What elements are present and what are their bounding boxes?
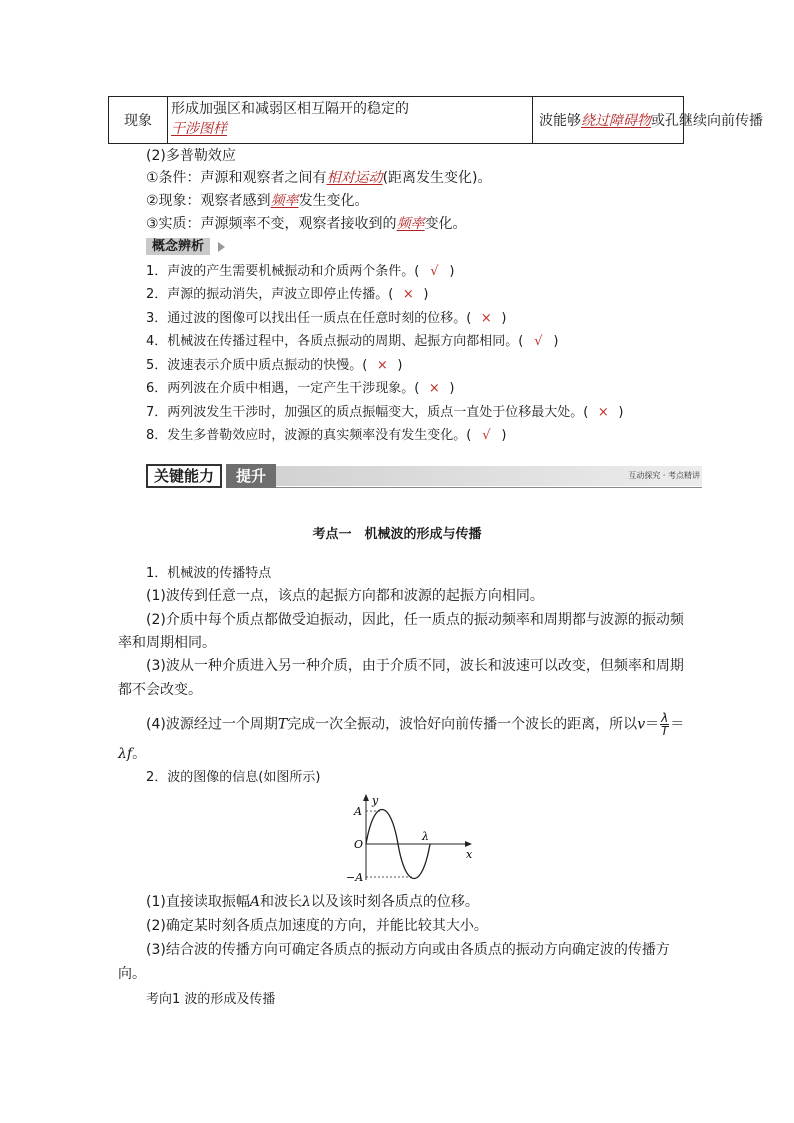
phenomenon-suffix: 发生变化。: [298, 193, 369, 209]
doppler-condition: [146, 168, 492, 188]
concept-item: 6．两列波在介质中相遇，一定产生干涉现象。( × ): [146, 379, 454, 399]
paragraph-3b: 都不会改变。: [118, 682, 202, 698]
phenomenon-prefix: ②现象：观察者感到: [146, 193, 271, 209]
info-2: (2)确定某时刻各质点加速度的方向，并能比较其大小。: [146, 918, 488, 934]
x-label: x: [466, 848, 473, 861]
diffraction-fill: 绕过障碍物: [581, 113, 651, 129]
doppler-essence: [146, 214, 467, 234]
neg-amplitude-label: −A: [346, 871, 364, 884]
concept-header: 概念辨析: [146, 238, 210, 255]
essence-suffix: 变化。: [424, 216, 467, 232]
table-cell-label: 现象: [109, 97, 168, 143]
info-1: (1)直接读取振幅A和波长λ以及该时刻各质点的位移。: [146, 894, 479, 910]
cross-mark: ×: [428, 381, 440, 396]
cross-mark: ×: [480, 311, 492, 326]
phenomenon-fill: 频率: [270, 193, 299, 209]
paragraph-2a: (2)介质中每个质点都做受迫振动，因此，任一质点的振动频率和周期都与波源的振动频: [146, 612, 684, 628]
check-mark: √: [534, 334, 543, 349]
phenomenon-table: [108, 96, 763, 144]
wave-graph: [340, 790, 480, 890]
cross-mark: ×: [402, 287, 414, 302]
interference-fill: 干涉图样: [171, 121, 227, 137]
check-mark: √: [430, 264, 439, 279]
concept-item: 3．通过波的图像可以找出任一质点在任意时刻的位移。( × ): [146, 309, 506, 329]
concept-item: 1．声波的产生需要机械振动和介质两个条件。( √ ): [146, 262, 454, 282]
info-3b: 向。: [118, 966, 146, 982]
origin-label: O: [354, 838, 364, 851]
table-cell-interference: [167, 97, 533, 143]
banner-mid: 提升: [226, 464, 276, 488]
concept-item: 7．两列波发生干涉时，加强区的质点振幅变大，质点一直处于位移最大处。( × ): [146, 403, 623, 423]
banner-tag: 互动探究 · 考点精讲: [628, 471, 700, 480]
sub-topic: 考向1 波的形成及传播: [146, 992, 276, 1007]
paragraph-1: (1)波传到任意一点，该点的起振方向都和波源的起振方向相同。: [146, 588, 544, 604]
lambda-over-T: $\frac{\lambda}{T}$: [660, 711, 669, 738]
condition-prefix: ①条件：声源和观察者之间有: [146, 170, 327, 186]
paragraph-2b: 率和周期相同。: [118, 635, 216, 651]
condition-fill: 相对运动: [326, 170, 383, 186]
subheading-1: 1．机械波的传播特点: [146, 566, 272, 581]
diffraction-suffix: 或孔继续向前传播: [651, 113, 763, 129]
paragraph-4a: (4)波源经过一个周期T完成一次全振动，波恰好向前传播一个波长的距离，所以v＝ $\frac{\lambda}{T}$ ＝: [146, 711, 685, 738]
cross-mark: ×: [597, 405, 609, 420]
doppler-heading: (2)多普勒效应: [146, 148, 236, 164]
banner-left: 关键能力: [146, 464, 222, 488]
condition-suffix: (距离发生变化)。: [382, 170, 492, 186]
x-axis-arrow-icon: [465, 841, 472, 847]
arrow-icon: [218, 242, 225, 252]
concept-item: 5．波速表示介质中质点振动的快慢。( × ): [146, 356, 402, 376]
y-axis-arrow-icon: [363, 794, 369, 801]
check-mark: √: [482, 428, 491, 443]
concept-item: 8．发生多普勒效应时，波源的真实频率没有发生变化。( √ ): [146, 426, 506, 446]
section-title: 考点一 机械波的形成与传播: [312, 527, 482, 542]
paragraph-4b: λf。: [118, 746, 147, 762]
section-banner: [146, 464, 702, 488]
essence-fill: 频率: [396, 216, 425, 232]
subheading-2: 2．波的图像的信息(如图所示): [146, 770, 321, 785]
cross-mark: ×: [376, 358, 388, 373]
paragraph-3a: (3)波从一种介质进入另一种介质，由于介质不同，波长和波速可以改变，但频率和周期: [146, 658, 684, 674]
concept-item: 4．机械波在传播过程中，各质点振动的周期、起振方向都相同。( √ ): [146, 332, 558, 352]
doppler-phenomenon: [146, 191, 369, 211]
diffraction-prefix: 波能够: [539, 113, 581, 129]
table-cell-diffraction: [533, 97, 763, 143]
wavelength-label: λ: [422, 830, 429, 843]
interference-text: 形成加强区和减弱区相互隔开的稳定的: [171, 101, 409, 117]
y-label: y: [372, 794, 379, 807]
concept-item: 2．声源的振动消失，声波立即停止传播。( × ): [146, 285, 428, 305]
essence-prefix: ③实质：声源频率不变，观察者接收到的: [146, 216, 397, 232]
info-3a: (3)结合波的传播方向可确定各质点的振动方向或由各质点的振动方向确定波的传播方: [146, 942, 670, 958]
amplitude-label: A: [354, 805, 362, 818]
banner-rule: [276, 487, 702, 488]
